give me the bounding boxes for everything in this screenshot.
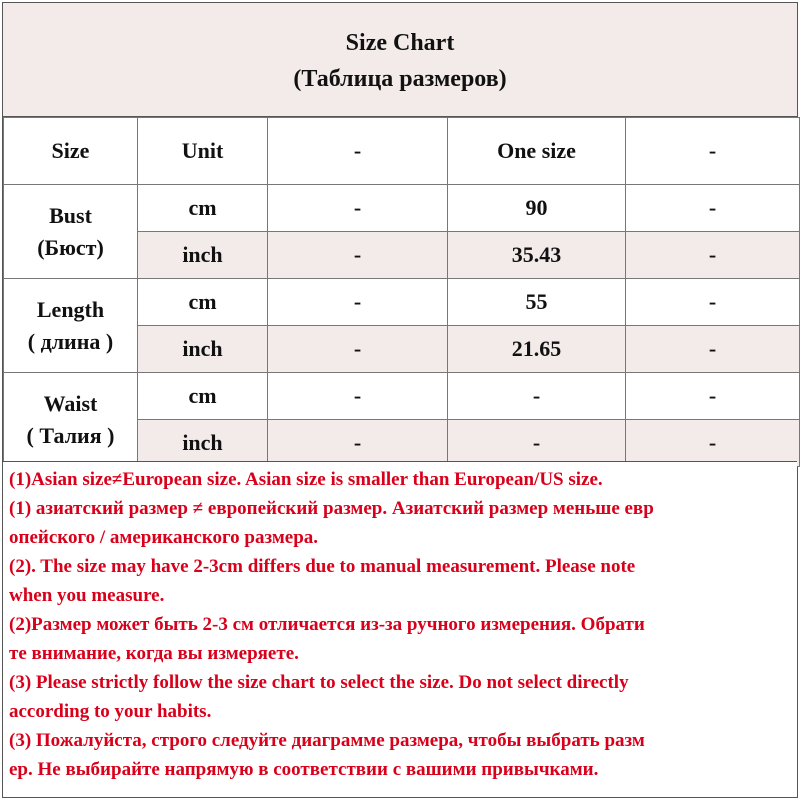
table-cell: -: [626, 420, 800, 467]
unit-cell: cm: [138, 185, 268, 232]
note-line: (2). The size may have 2-3cm differs due to manual measurement. Please note: [9, 556, 636, 577]
row-label-waist: [4, 373, 138, 467]
note-line: (1) азиатский размер ≠ европейский размер. Азиатский размер меньше евр: [9, 498, 654, 519]
chart-title: Size Chart: [345, 30, 455, 56]
unit-cell: inch: [138, 232, 268, 279]
one-size-cell: 90: [448, 185, 626, 232]
header-size: Size: [4, 118, 138, 185]
table-cell: -: [268, 185, 448, 232]
one-size-cell: -: [448, 373, 626, 420]
row-label-en: Length: [36, 296, 105, 322]
row-label-bust: [4, 185, 138, 279]
table-row: [4, 279, 800, 326]
table-cell: -: [626, 373, 800, 420]
note-line: опейского / американского размера.: [9, 527, 319, 548]
note-line: (3) Пожалуйста, строго следуйте диаграмме размера, чтобы выбрать разм: [9, 730, 645, 751]
one-size-cell: 21.65: [448, 326, 626, 373]
header-col3: -: [268, 118, 448, 185]
note-line: ер. Не выбирайте напрямую в соответствии с вашими привычками.: [9, 759, 599, 780]
header-one-size: One size: [448, 118, 626, 185]
table-cell: -: [268, 232, 448, 279]
row-label-ru: (Бюст): [37, 234, 104, 260]
row-label-ru: ( Талия ): [26, 422, 115, 448]
unit-cell: cm: [138, 373, 268, 420]
row-label-ru: ( длина ): [27, 328, 114, 354]
table-cell: -: [268, 279, 448, 326]
unit-cell: cm: [138, 279, 268, 326]
table-cell: -: [268, 373, 448, 420]
table-row: [4, 373, 800, 420]
size-table: [3, 117, 800, 467]
header-unit: Unit: [138, 118, 268, 185]
note-line: when you measure.: [9, 585, 165, 606]
table-header-row: [4, 118, 800, 185]
chart-title-russian: (Таблица размеров): [293, 66, 507, 92]
unit-cell: inch: [138, 420, 268, 467]
one-size-cell: 55: [448, 279, 626, 326]
note-line: according to your habits.: [9, 701, 212, 722]
note-line: (1)Asian size≠European size. Asian size is smaller than European/US size.: [9, 469, 603, 490]
notes-block: [3, 461, 797, 797]
size-chart: [2, 2, 798, 798]
row-label-en: Bust: [49, 202, 92, 228]
unit-cell: inch: [138, 326, 268, 373]
table-row: [4, 185, 800, 232]
table-cell: -: [626, 185, 800, 232]
table-cell: -: [268, 326, 448, 373]
one-size-cell: -: [448, 420, 626, 467]
row-label-en: Waist: [43, 390, 98, 416]
one-size-cell: 35.43: [448, 232, 626, 279]
note-line: (2)Размер может быть 2-3 см отличается из-за ручного измерения. Обрати: [9, 614, 645, 635]
table-cell: -: [626, 232, 800, 279]
note-line: те внимание, когда вы измеряете.: [9, 643, 299, 664]
chart-title-block: [3, 3, 797, 117]
row-label-length: [4, 279, 138, 373]
table-cell: -: [268, 420, 448, 467]
header-col5: -: [626, 118, 800, 185]
note-line: (3) Please strictly follow the size chart to select the size. Do not select directly: [9, 672, 629, 693]
table-cell: -: [626, 326, 800, 373]
table-cell: -: [626, 279, 800, 326]
